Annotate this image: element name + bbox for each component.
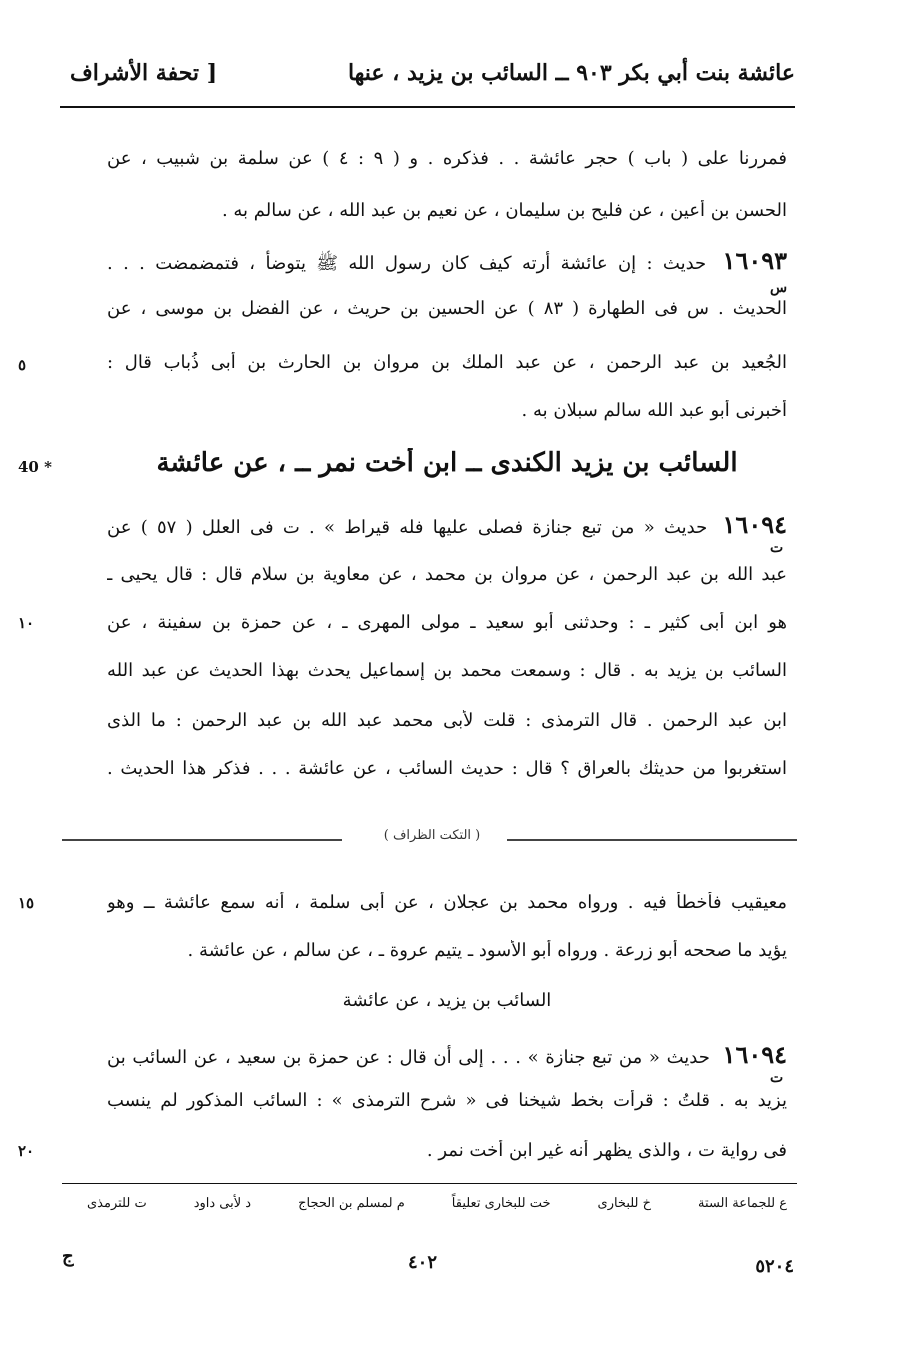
note-line: يؤيد ما صححه أبو زرعة . ورواه أبو الأسود ـ يتيم عروة ـ ، عن سالم ، عن عائشة . [187, 940, 787, 961]
hadith-line [107, 510, 787, 539]
line-number-20: ٢٠ [18, 1142, 35, 1160]
note-line: فى رواية ت ، والذى يظهر أنه غير ابن أخت نمر . [426, 1140, 787, 1161]
hadith-number: ١٦٠٩٤ [722, 1040, 787, 1069]
hadith-text: حديث : إن عائشة أرته كيف كان رسول الله ﷺ يتوضأ ، فتمضمضت . . . [107, 253, 707, 274]
sigla-s: س [770, 280, 788, 296]
hadith-text: حديث « من تبع جنازة فصلى عليها فله قيراط » . ت فى العلل ( ٥٧ ) عن [107, 517, 708, 538]
notes-divider [62, 828, 797, 846]
text-line: استغربوا من حديثك بالعراق ؟ قال : حديث السائب ، عن عائشة . . . فذكر هذا الحديث . [107, 758, 787, 779]
line-number-5: ٥ [18, 356, 27, 374]
hadith-number: ١٦٠٩٣ [722, 246, 787, 275]
sigla-t: ت [770, 540, 784, 556]
sigla-legend [87, 1196, 787, 1211]
hadith-number: ١٦٠٩٤ [722, 510, 787, 539]
folio-number: ٥٢٠٤ [755, 1256, 794, 1277]
hadith-line [107, 246, 787, 278]
divider-rule [507, 839, 797, 841]
section-heading: السائب بن يزيد الكندى ــ ابن أخت نمر ــ ، عن عائشة [156, 448, 738, 478]
legend-item: ت للترمذى [87, 1196, 147, 1211]
line-number-15: ١٥ [18, 894, 35, 912]
legend-item: خت للبخارى تعليقاً [451, 1196, 551, 1211]
legend-item: د لأبى داود [193, 1196, 252, 1211]
footer-rule [62, 1183, 797, 1184]
note-subheading: السائب بن يزيد ، عن عائشة [342, 990, 552, 1011]
legend-item: خ للبخارى [597, 1196, 652, 1211]
hadith-text: حديث « من تبع جنازة » . . . إلى أن قال : عن حمزة بن سعيد ، عن السائب بن [107, 1047, 710, 1068]
header-title: عائشة بنت أبي بكر ٩٠٣ ــ السائب بن يزيد ، عنها [347, 60, 795, 86]
text-line: أخبرنى أبو عبد الله سالم سبلان به . [521, 400, 787, 421]
text-line: ابن عبد الرحمن . قال الترمذى : قلت لأبى محمد عبد الله بن عبد الرحمن : ما الذى [107, 710, 787, 731]
note-line: يزيد به . قلتُ : قرأت بخط شيخنا فى « شرح الترمذى » : السائب المذكور لم ينسب [107, 1090, 787, 1111]
text-line: هو ابن أبى كثير ـ : وحدثنى أبو سعيد ـ مولى المهرى ـ ، عن حمزة بن سفينة ، عن [107, 612, 787, 633]
text-line: السائب بن يزيد به . قال : وسمعت محمد بن إسماعيل يحدث بهذا الحديث عن عبد الله [107, 660, 787, 681]
legend-item: ع للجماعة الستة [698, 1196, 787, 1211]
legend-item: م لمسلم بن الحجاج [298, 1196, 405, 1211]
divider-rule [62, 839, 342, 841]
sigla-t: ت [770, 1070, 784, 1086]
volume-mark: ج [62, 1246, 74, 1267]
text-line: الحسن بن أعين ، عن فليح بن سليمان ، عن نعيم بن عبد الله ، عن سالم به . [221, 200, 787, 221]
running-header [60, 58, 795, 108]
text-line: فمررنا على ( باب ) حجر عائشة . . فذكره . و ( ٩ : ٤ ) عن سلمة بن شبيب ، عن [107, 148, 787, 169]
text-line: الجُعيد بن عبد الرحمن ، عن عبد الملك بن مروان بن الحارث بن أبى ذُباب قال : [107, 352, 787, 373]
section-marker: 40 * [18, 458, 52, 476]
header-book-title: [ تحفة الأشراف [70, 60, 218, 86]
note-line: معيقيب فأخطأ فيه . ورواه محمد بن عجلان ، عن أبى سلمة ، أنه سمع عائشة ــ وهو [107, 892, 787, 913]
divider-label: ( التكت الظراف ) [383, 828, 481, 843]
text-line: عبد الله بن عبد الرحمن ، عن مروان بن محمد ، عن معاوية بن سلام قال : قال يحيى ـ [107, 564, 787, 585]
text-line: الحديث . س فى الطهارة ( ٨٣ ) عن الحسين بن حريث ، عن الفضل بن موسى ، عن [107, 298, 787, 319]
note-hadith-line [107, 1040, 787, 1069]
line-number-10: ١٠ [18, 614, 35, 632]
page-number: ٤٠٢ [408, 1252, 438, 1273]
